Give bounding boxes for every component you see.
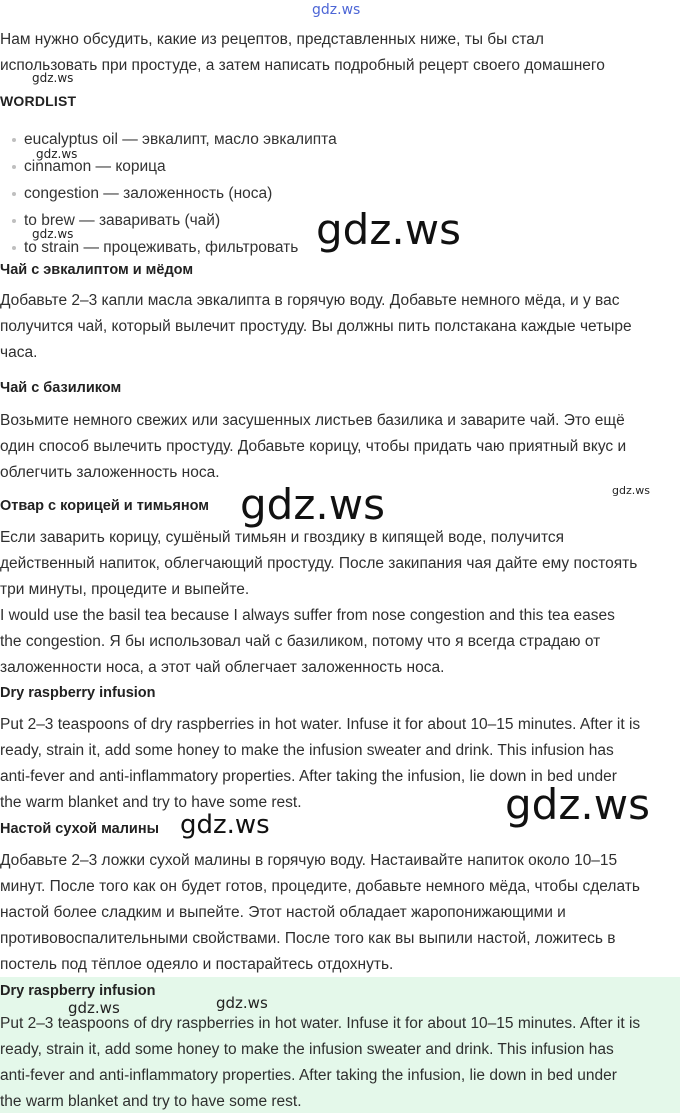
wordlist-item: eucalyptus oil — эвкалипт, масло эвкалипта: [0, 126, 337, 153]
paragraph-line: заложенности носа, а этот чай облегчает заложенность носа.: [0, 659, 445, 676]
paragraph-line: настой более сладким и выпейте. Этот настой обладает жаропонижающими и: [0, 904, 566, 921]
paragraph-line: Если заварить корицу, сушёный тимьян и гвоздику в кипящей воде, получится: [0, 529, 565, 546]
paragraph-line: Put 2–3 teaspoons of dry raspberries in hot water. Infuse it for about 10–15 minutes. After it is: [0, 716, 641, 733]
paragraph-line: anti-fever and anti-inflammatory properties. After taking the infusion, lie down in bed under: [0, 1067, 617, 1084]
wordlist-item: to strain — процеживать, фильтровать: [0, 234, 337, 261]
paragraph-line: anti-fever and anti-inflammatory properties. After taking the infusion, lie down in bed under: [0, 768, 617, 785]
paragraph-line: противовоспалительными свойствами. После того как вы выпили настой, ложитесь в: [0, 930, 616, 947]
paragraph-line: Возьмите немного свежих или засушенных листьев базилика и заварите чай. Это ещё: [0, 412, 625, 429]
watermark-small: gdz.ws: [32, 227, 74, 241]
paragraph-line: I would use the basil tea because I always suffer from nose congestion and this tea eases: [0, 607, 615, 624]
watermark-small: gdz.ws: [36, 147, 78, 161]
paragraph-line: три минуты, процедите и выпейте.: [0, 581, 250, 598]
watermark-medium: gdz.ws: [180, 810, 270, 840]
paragraph-line: the warm blanket and try to have some rest.: [0, 794, 302, 811]
paragraph-line: получится чай, который вылечит простуду. Вы должны пить полстакана каждые четыре: [0, 318, 632, 335]
watermark-small: gdz.ws: [612, 484, 650, 497]
watermark-large: gdz.ws: [316, 205, 461, 254]
wordlist-item: congestion — заложенность (носа): [0, 180, 337, 207]
paragraph-line: Put 2–3 teaspoons of dry raspberries in hot water. Infuse it for about 10–15 minutes. After it is: [0, 1015, 641, 1032]
intro-cut-line: [0, 82, 680, 90]
section-heading: Отвар с корицей и тимьяном: [0, 498, 209, 514]
paragraph-line: Добавьте 2–3 капли масла эвкалипта в горячую воду. Добавьте немного мёда, и у вас: [0, 292, 620, 309]
section-heading: Dry raspberry infusion: [0, 685, 156, 701]
paragraph-line: минут. После того как он будет готов, процедите, добавьте немного мёда, чтобы сделать: [0, 878, 640, 895]
watermark-large: gdz.ws: [505, 780, 650, 829]
paragraph-line: Добавьте 2–3 ложки сухой малины в горячую воду. Настаивайте напиток около 10–15: [0, 852, 618, 869]
watermark-small: gdz.ws: [32, 71, 74, 85]
paragraph-line: постель под тёплое одеяло и постарайтесь отдохнуть.: [0, 956, 394, 973]
paragraph-line: ready, strain it, add some honey to make the infusion sweater and drink. This infusion has: [0, 742, 614, 759]
intro-line-2: использовать при простуде, а затем написать подробный рецерт своего домашнего: [0, 57, 605, 74]
watermark-large: gdz.ws: [240, 480, 385, 529]
section-heading: Настой сухой малины: [0, 821, 159, 837]
section-heading: Чай с эвкалиптом и мёдом: [0, 262, 194, 278]
intro-line-1: Нам нужно обсудить, какие из рецептов, представленных ниже, ты бы стал: [0, 31, 544, 48]
paragraph-line: облегчить заложенность носа.: [0, 464, 220, 481]
wordlist-title: WORDLIST: [0, 93, 77, 109]
watermark-top: gdz.ws: [312, 2, 361, 18]
paragraph-line: действенный напиток, облегчающий простуду. После закипания чая дайте ему постоять: [0, 555, 638, 572]
paragraph-line: the warm blanket and try to have some rest.: [0, 1093, 302, 1110]
watermark-small: gdz.ws: [68, 999, 120, 1017]
wordlist-item: to brew — заваривать (чай): [0, 207, 337, 234]
paragraph-line: часа.: [0, 344, 38, 361]
paragraph-line: ready, strain it, add some honey to make the infusion sweater and drink. This infusion has: [0, 1041, 614, 1058]
watermark-small: gdz.ws: [216, 994, 268, 1012]
section-heading: Dry raspberry infusion: [0, 983, 156, 999]
paragraph-line: the congestion. Я бы использовал чай с базиликом, потому что я всегда страдаю от: [0, 633, 601, 650]
wordlist-item: cinnamon — корица: [0, 153, 337, 180]
paragraph-line: один способ вылечить простуду. Добавьте корицу, чтобы придать чаю приятный вкус и: [0, 438, 627, 455]
section-heading: Чай с базиликом: [0, 380, 122, 396]
